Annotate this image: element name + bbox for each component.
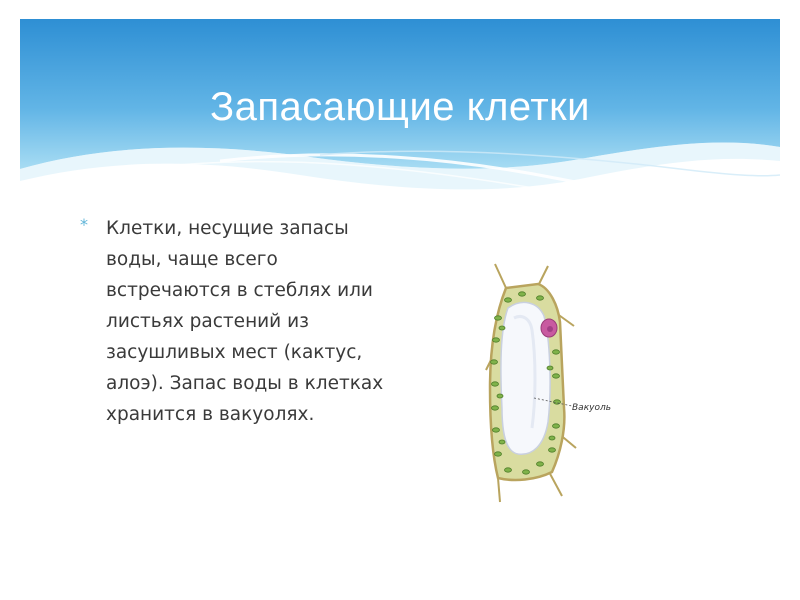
bullet-text: Клетки, несущие запасы воды, чаще всего встречаются в стеблях или листьях растений из засушливых мест (кактус, алоэ). Запас воды в клетках хранится в вакуолях. <box>106 218 384 425</box>
vacuole-label: Вакуоль <box>572 403 612 413</box>
bullet-marker: * <box>80 215 88 234</box>
header-banner <box>20 19 780 219</box>
slide-title: Запасающие клетки <box>209 85 591 129</box>
plant-storage-cell-illustration <box>478 258 648 508</box>
